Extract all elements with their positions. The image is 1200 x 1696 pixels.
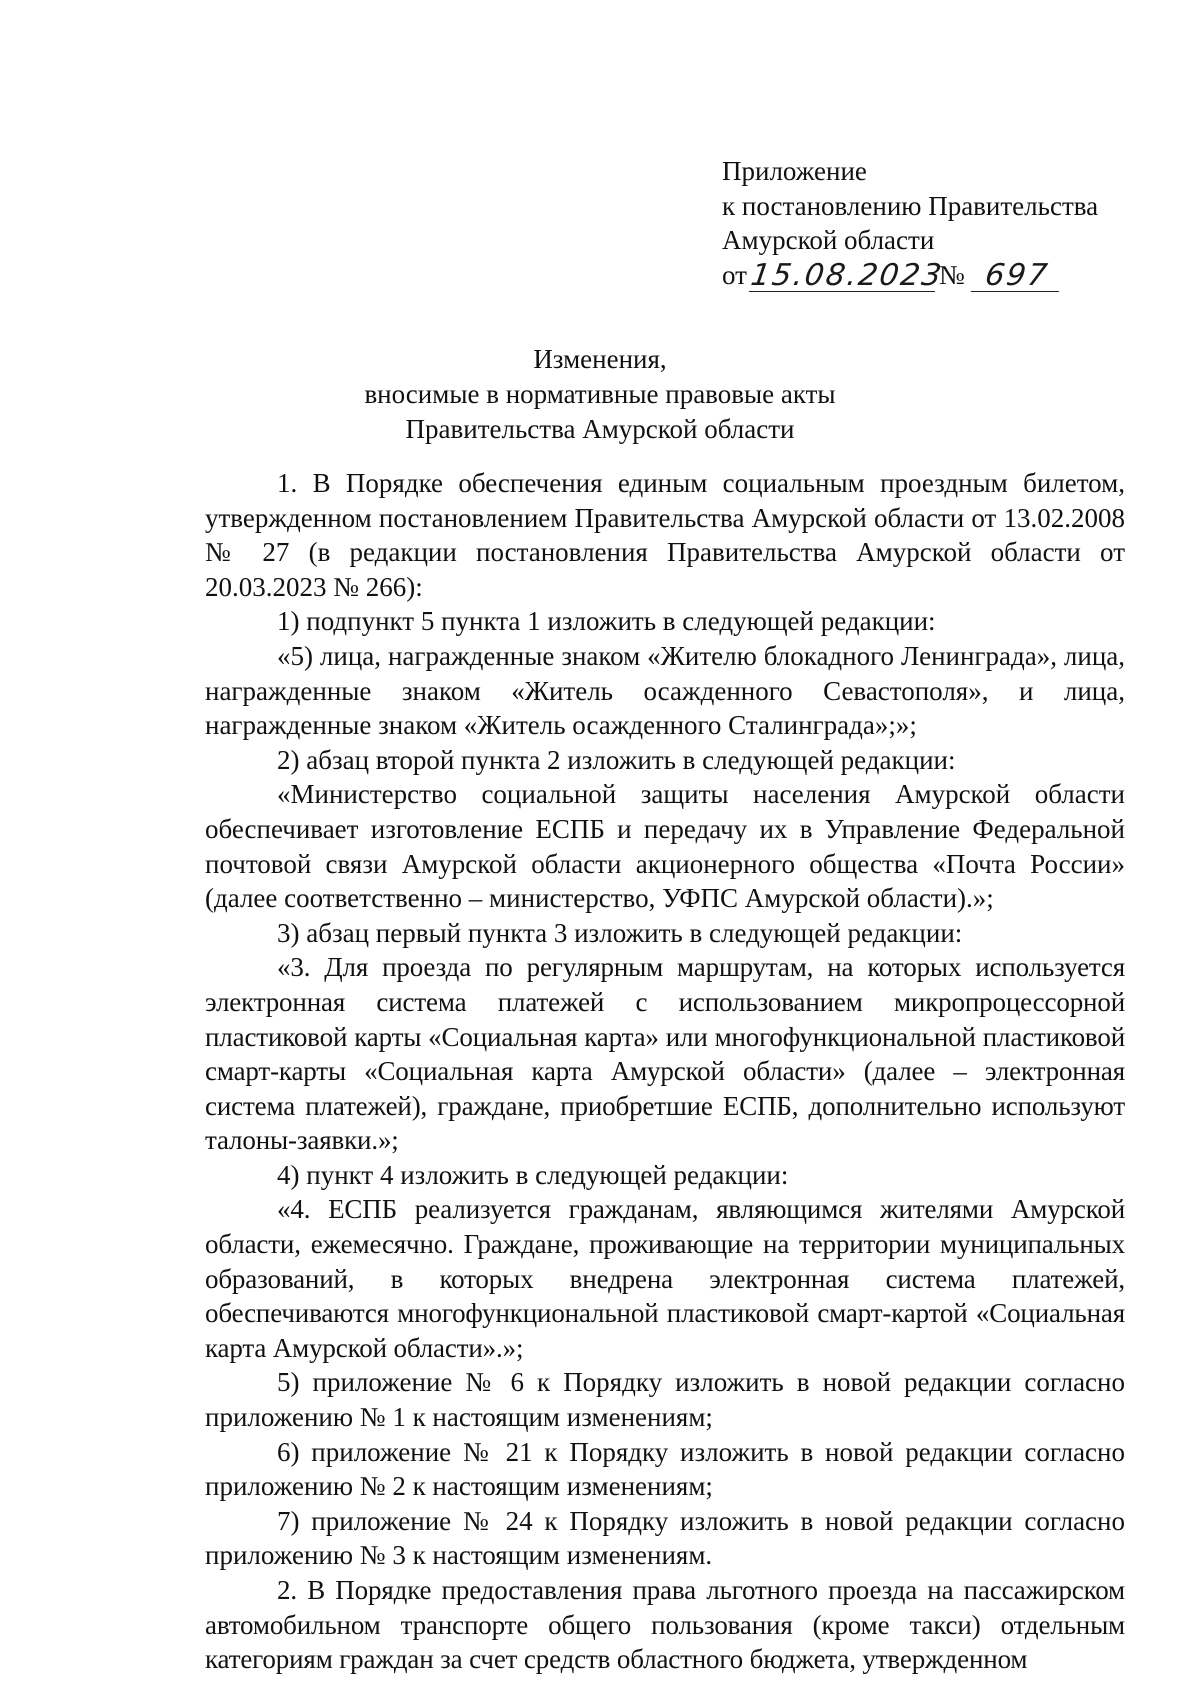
document-title <box>160 342 1040 447</box>
title-line-3: Правительства Амурской области <box>405 414 795 444</box>
appendix-region: Амурской области <box>722 225 935 255</box>
paragraph-5: «Министерство социальной защиты населения Амурской области обеспечивает изготовление ЕСПБ и передачу их в Управление Федеральной почтовой связи Амурской области акционерного общества «Почта России» (далее соответственно – министерство, УФПС Амурской области).»; <box>205 779 1125 914</box>
paragraph-4: 2) абзац второй пункта 2 изложить в следующей редакции: <box>277 744 956 775</box>
handwritten-date: 15.08.2023 <box>748 258 946 293</box>
appendix-resolution-ref: к постановлению Правительства <box>722 190 1099 221</box>
paragraph-2: 1) подпункт 5 пункта 1 изложить в следующей редакции: <box>277 606 936 637</box>
paragraph-11: 6) приложение № 21 к Порядку изложить в новой редакции согласно приложению № 2 к настоящим изменениям; <box>205 1436 1125 1502</box>
paragraph-8: 4) пункт 4 изложить в следующей редакции: <box>277 1159 789 1190</box>
paragraph-6: 3) абзац первый пункта 3 изложить в следующей редакции: <box>277 917 963 948</box>
appendix-heading: Приложение <box>722 156 867 186</box>
paragraph-12: 7) приложение № 24 к Порядку изложить в новой редакции согласно приложению № 3 к настоящим изменениям. <box>205 1505 1125 1571</box>
appendix-date-number-row <box>722 258 1142 293</box>
appendix-block <box>722 154 1142 292</box>
handwritten-number: 697 <box>971 261 1063 292</box>
paragraph-7: «3. Для проезда по регулярным маршрутам, на которых используется электронная система платежей с использованием микропроцессорной пластиковой карты «Социальная карта» или многофункциональной пластиковой смарт-карты «Социальная карта Амурской области» (далее – электронная система платежей), граждане, приобретшие ЕСПБ, дополнительно используют талоны-заявки.»; <box>205 952 1125 1156</box>
title-line-1: Изменения, <box>533 344 667 374</box>
paragraph-13: 2. В Порядке предоставления права льготного проезда на пассажирском автомобильном транспорте общего пользования (кроме такси) отдельным категориям граждан за счет средств областного бюджета, утвержденном <box>205 1575 1125 1675</box>
date-prefix: от <box>722 259 747 290</box>
paragraph-3: «5) лица, награжденные знаком «Жителю блокадного Ленинграда», лица, награжденные знаком «Житель осажденного Севастополя», и лица, награжденные знаком «Житель осажденного Сталинграда»;»; <box>205 640 1125 741</box>
document-body <box>205 466 1125 1677</box>
paragraph-9: «4. ЕСПБ реализуется гражданам, являющимся жителями Амурской области, ежемесячно. Граждане, проживающие на территории муниципальных образований, в которых внедрена электронная система платежей, обеспечиваются многофункциональной пластиковой смарт-картой «Социальная карта Амурской области».»; <box>205 1194 1125 1363</box>
title-line-2: вносимые в нормативные правовые акты <box>364 379 836 409</box>
number-sign: № <box>938 259 965 290</box>
paragraph-1: 1. В Порядке обеспечения единым социальным проездным билетом, утвержденном постановлением Правительства Амурской области от 13.02.2008 № 27 (в редакции постановления Правительства Амурской области от 20.03.2023 № 266): <box>205 468 1125 602</box>
paragraph-10: 5) приложение № 6 к Порядку изложить в новой редакции согласно приложению № 1 к настоящим изменениям; <box>205 1367 1125 1433</box>
